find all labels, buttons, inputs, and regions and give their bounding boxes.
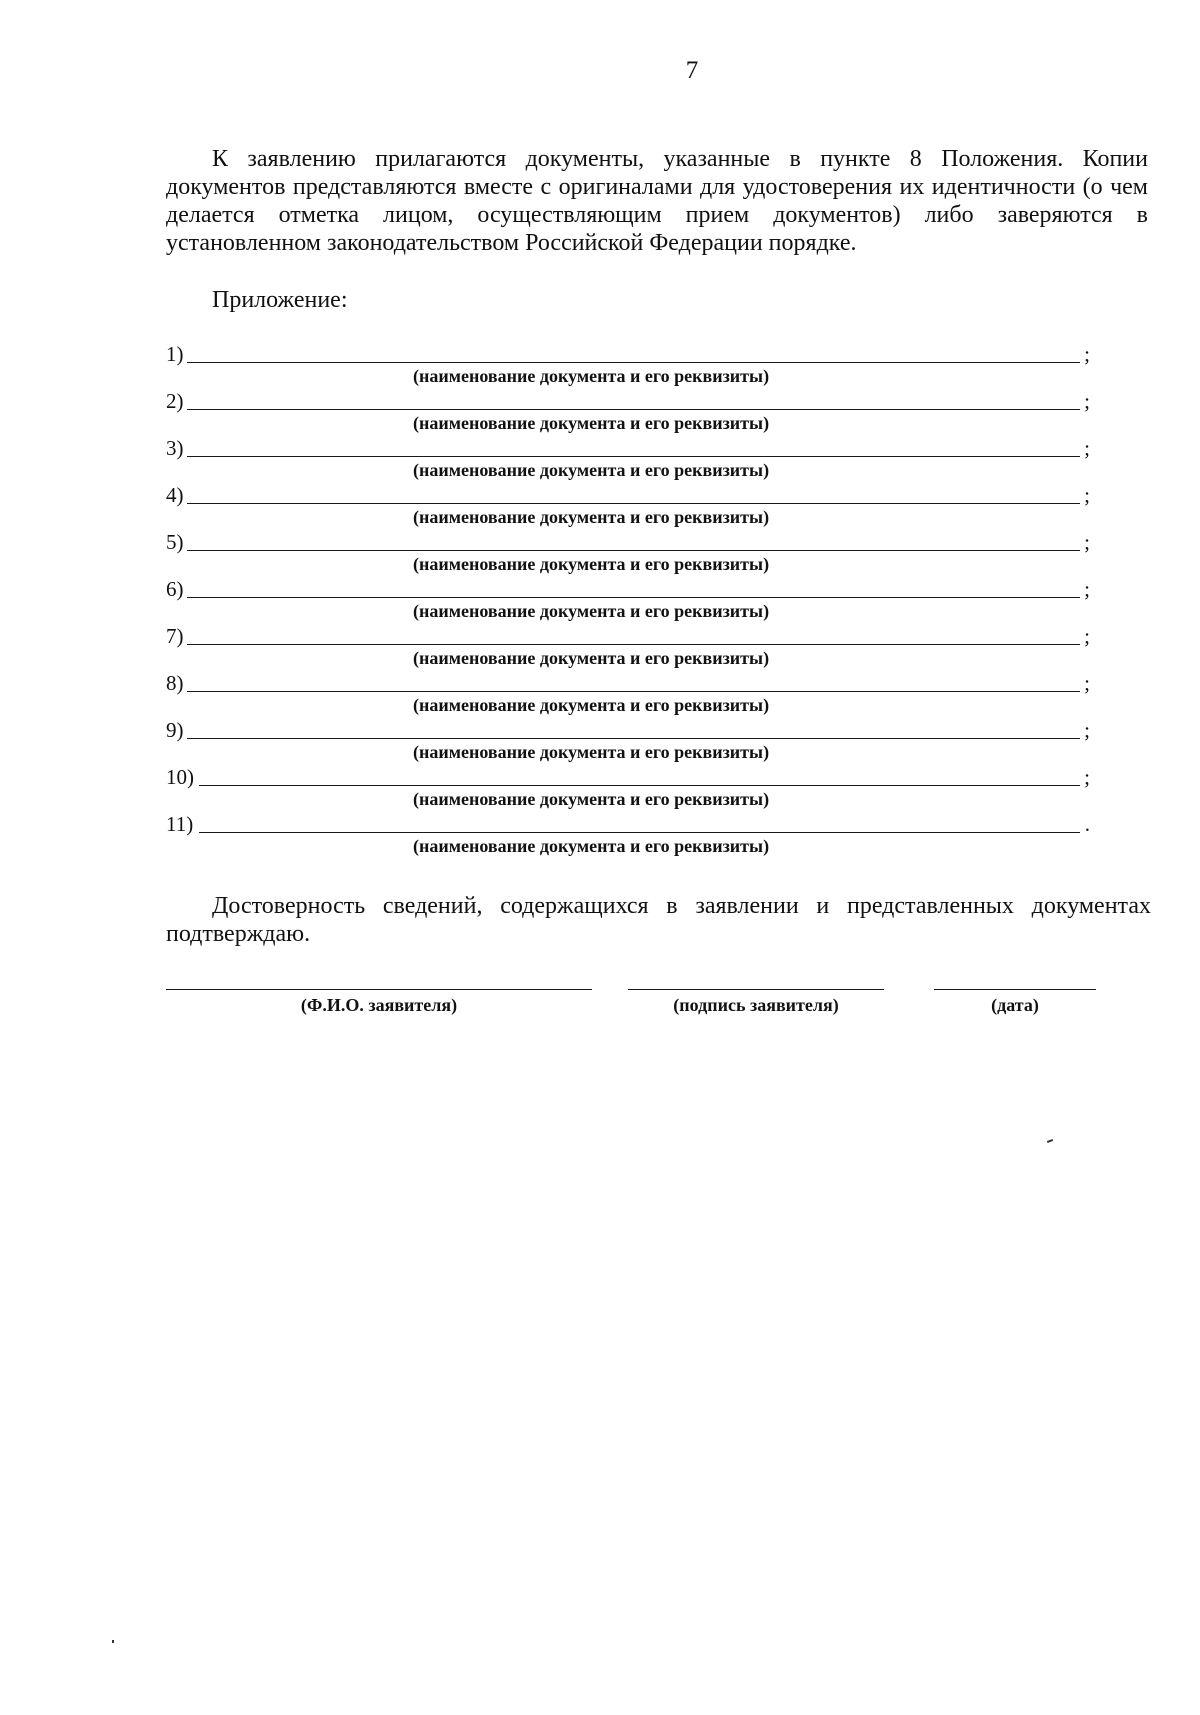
item-number: 8) xyxy=(166,671,184,695)
item-caption: (наименование документа и его реквизиты) xyxy=(413,366,770,386)
appendix-item xyxy=(166,341,1090,388)
applicant-name-line[interactable] xyxy=(166,989,592,990)
item-terminator: ; xyxy=(1084,530,1090,554)
applicant-signature-line[interactable] xyxy=(628,989,884,990)
item-terminator: ; xyxy=(1084,483,1090,507)
appendix-item xyxy=(166,576,1090,623)
item-fill-line[interactable] xyxy=(187,550,1080,551)
item-number: 4) xyxy=(166,483,184,507)
appendix-item xyxy=(166,717,1090,764)
date-caption: (дата) xyxy=(991,995,1039,1015)
applicant-signature-caption: (подпись заявителя) xyxy=(673,995,839,1015)
page-number: 7 xyxy=(685,57,699,84)
item-fill-line[interactable] xyxy=(187,456,1080,457)
appendix-title: Приложение: xyxy=(212,287,348,313)
appendix-item xyxy=(166,623,1090,670)
item-caption: (наименование документа и его реквизиты) xyxy=(413,460,770,480)
item-terminator: ; xyxy=(1084,342,1090,366)
item-caption: (наименование документа и его реквизиты) xyxy=(413,507,770,527)
item-fill-line[interactable] xyxy=(187,409,1080,410)
item-number: 5) xyxy=(166,530,184,554)
item-terminator: ; xyxy=(1084,718,1090,742)
item-fill-line[interactable] xyxy=(199,832,1080,833)
item-caption: (наименование документа и его реквизиты) xyxy=(413,742,770,762)
appendix-item xyxy=(166,529,1090,576)
appendix-item xyxy=(166,435,1090,482)
item-caption: (наименование документа и его реквизиты) xyxy=(413,836,770,856)
date-line[interactable] xyxy=(934,989,1096,990)
item-terminator: . xyxy=(1084,812,1090,836)
item-number: 6) xyxy=(166,577,184,601)
item-terminator: ; xyxy=(1084,436,1090,460)
item-caption: (наименование документа и его реквизиты) xyxy=(413,695,770,715)
item-fill-line[interactable] xyxy=(187,738,1080,739)
item-number: 10) xyxy=(166,765,194,789)
item-caption: (наименование документа и его реквизиты) xyxy=(413,413,770,433)
item-fill-line[interactable] xyxy=(187,597,1080,598)
item-number: 2) xyxy=(166,389,184,413)
applicant-name-caption: (Ф.И.О. заявителя) xyxy=(300,995,458,1015)
item-caption: (наименование документа и его реквизиты) xyxy=(413,601,770,621)
item-number: 11) xyxy=(166,812,194,836)
intro-paragraph: К заявлению прилагаются документы, указанные в пункте 8 Положения. Копии документов представляются вместе с оригиналами для удостоверения их идентичности (о чем делается отметка лицом, осуществляющим прием документов) либо заверяются в установленном законодательством Российской Федерации порядке. xyxy=(166,146,1148,256)
item-caption: (наименование документа и его реквизиты) xyxy=(413,789,770,809)
item-fill-line[interactable] xyxy=(187,362,1080,363)
item-number: 9) xyxy=(166,718,184,742)
item-terminator: ; xyxy=(1084,389,1090,413)
item-terminator: ; xyxy=(1084,671,1090,695)
item-number: 3) xyxy=(166,436,184,460)
appendix-item xyxy=(166,388,1090,435)
item-fill-line[interactable] xyxy=(187,691,1080,692)
item-terminator: ; xyxy=(1084,577,1090,601)
item-fill-line[interactable] xyxy=(199,785,1080,786)
item-number: 7) xyxy=(166,624,184,648)
appendix-item xyxy=(166,764,1090,811)
appendix-list xyxy=(166,341,1090,858)
item-terminator: ; xyxy=(1084,765,1090,789)
appendix-item xyxy=(166,670,1090,717)
scan-speck xyxy=(112,1640,114,1643)
confirmation-paragraph: Достоверность сведений, содержащихся в заявлении и представленных документах подтверждаю. xyxy=(166,893,1151,947)
item-caption: (наименование документа и его реквизиты) xyxy=(413,648,770,668)
appendix-item xyxy=(166,482,1090,529)
item-number: 1) xyxy=(166,342,184,366)
appendix-item xyxy=(166,811,1090,858)
item-terminator: ; xyxy=(1084,624,1090,648)
item-fill-line[interactable] xyxy=(187,644,1080,645)
scan-speck xyxy=(1047,1139,1053,1143)
item-caption: (наименование документа и его реквизиты) xyxy=(413,554,770,574)
item-fill-line[interactable] xyxy=(187,503,1080,504)
